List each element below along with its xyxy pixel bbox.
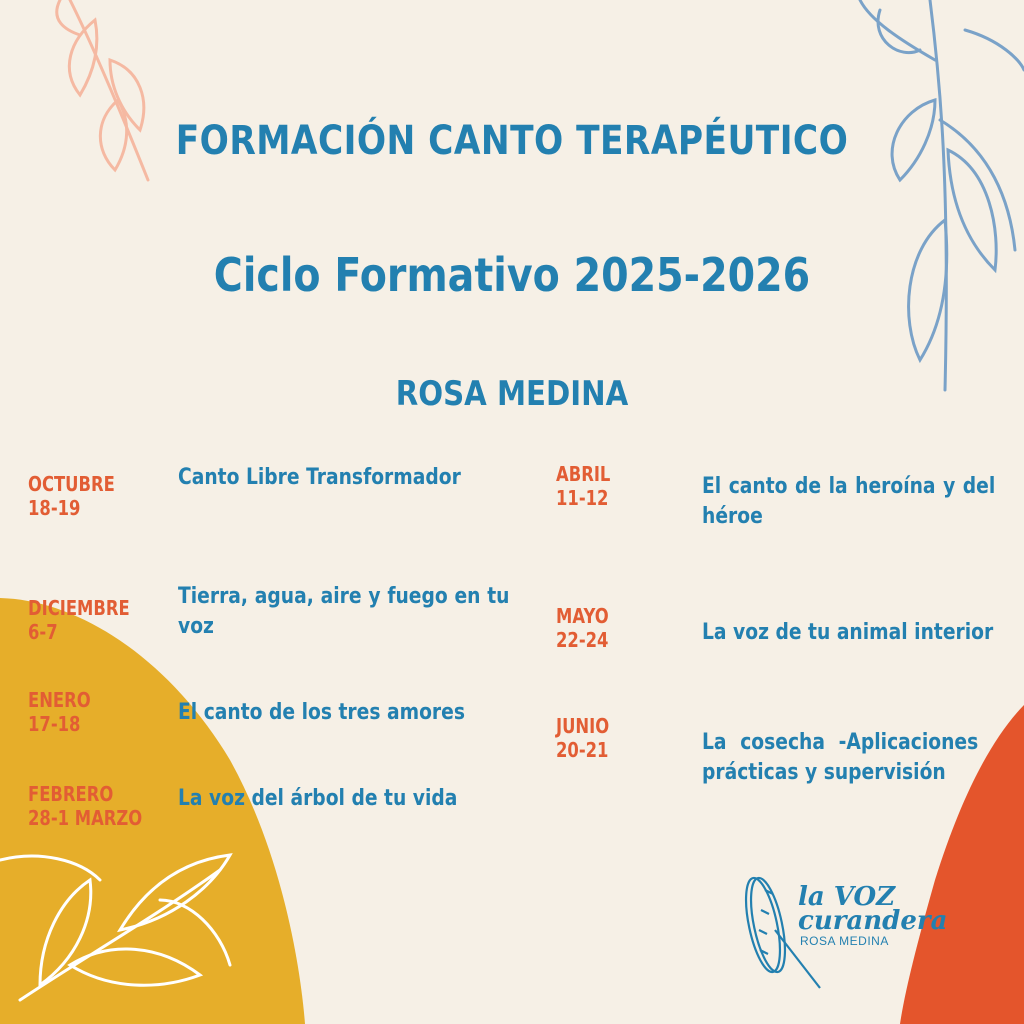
session-month: DICIEMBRE <box>28 596 130 620</box>
session-days: 11-12 <box>556 486 609 510</box>
session-month: OCTUBRE <box>28 472 115 496</box>
session-topic-april: El canto de la heroína y del héroe <box>702 474 996 529</box>
session-month: JUNIO <box>556 714 610 738</box>
session-date-october <box>28 472 115 520</box>
session-date-january <box>28 688 91 736</box>
session-topic-february: La voz del árbol de tu vida <box>178 786 458 811</box>
session-days: 18-19 <box>28 496 81 520</box>
logo-line-3: ROSA MEDINA <box>800 934 889 948</box>
session-days: 17-18 <box>28 712 81 736</box>
session-topic-october: Canto Libre Transformador <box>178 465 461 490</box>
page-title: FORMACIÓN CANTO TERAPÉUTICO <box>175 118 849 164</box>
session-topic-december: Tierra, agua, aire y fuego en tu voz <box>178 584 510 639</box>
session-month: ENERO <box>28 688 91 712</box>
session-days: 22-24 <box>556 628 609 652</box>
session-days: 28-1 MARZO <box>28 806 143 830</box>
session-date-may <box>556 604 609 652</box>
author-name: ROSA MEDINA <box>395 374 629 414</box>
session-days: 20-21 <box>556 738 609 762</box>
logo-line-1: la VOZ <box>798 882 896 912</box>
session-topic-may: La voz de tu animal interior <box>702 620 994 645</box>
session-topic-january: El canto de los tres amores <box>178 700 465 725</box>
blue-leaf-branch <box>860 0 1024 390</box>
session-topic-june: La cosecha -Aplicaciones prácticas y supervisión <box>702 730 979 785</box>
session-month: FEBRERO <box>28 782 114 806</box>
session-month: ABRIL <box>556 462 611 486</box>
cycle-subtitle: Ciclo Formativo 2025-2026 <box>213 248 811 302</box>
session-days: 6-7 <box>28 620 58 644</box>
logo-line-2: curandera <box>798 906 948 936</box>
session-month: MAYO <box>556 604 609 628</box>
session-date-june <box>556 714 609 762</box>
session-date-december <box>28 596 130 644</box>
session-date-february <box>28 782 142 830</box>
session-date-april <box>556 462 610 510</box>
